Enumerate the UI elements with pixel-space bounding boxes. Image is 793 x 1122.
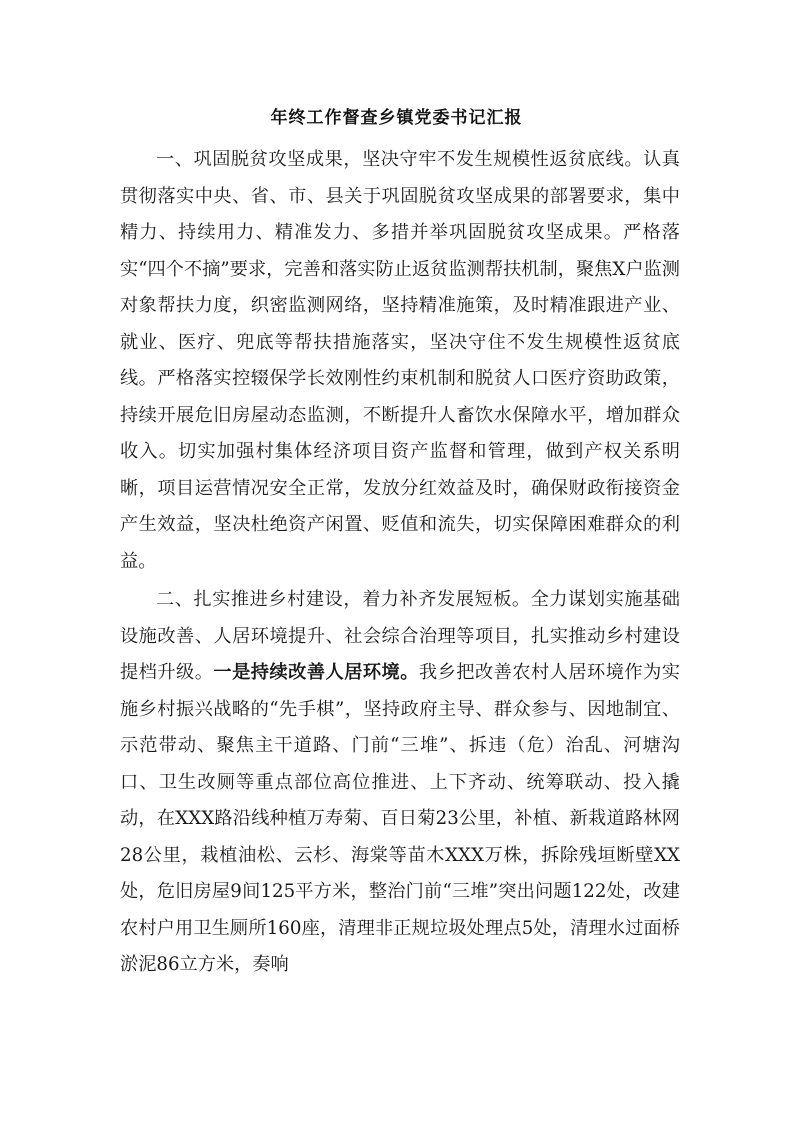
paragraph-2-text-before: 二、扎实推进乡村建设，着力补齐发展短板。全力谋划实施基础设施改善、人居环境提升、社会综合治理等项目，扎实推动乡村建设提档升级。 <box>120 589 680 683</box>
paragraph-2-text-after: 我乡把改善农村人居环境作为实施乡村振兴战略的“先手棋”，坚持政府主导、群众参与、因地制宜、示范带动、聚焦主干道路、门前“三堆”、拆违（危）治乱、河塘沟口、卫生改厕等重点部位高位推进、上下齐动、统筹联动、投入撬动，在XXX路沿线种植万寿菊、百日菊23公里，补植、新栽道路林网28公里，栽植油松、云杉、海棠等苗木XXX万株，拆除残垣断壁XX处，危旧房屋9间125平方米，整治门前“三堆”突出问题122处，改建农村户用卫生厕所160座，清理非正规垃圾处理点5处，清理水过面桥淤泥86立方米，奏响 <box>120 662 680 975</box>
paragraph-2 <box>120 582 680 984</box>
document-title: 年终工作督查乡镇党委书记汇报 <box>270 108 523 128</box>
paragraph-2-bold-lead: 一是持续改善人居环境。 <box>213 662 419 683</box>
document-body <box>120 142 680 984</box>
paragraph-1: 一、巩固脱贫攻坚成果，坚决守牢不发生规模性返贫底线。认真贯彻落实中央、省、市、县关于巩固脱贫攻坚成果的部署要求，集中精力、持续用力、精准发力、多措并举巩固脱贫攻坚成果。严格落实“四个不摘”要求，完善和落实防止返贫监测帮扶机制，聚焦X户监测对象帮扶力度，织密监测网络，坚持精准施策，及时精准跟进产业、就业、医疗、兜底等帮扶措施落实，坚决守住不发生规模性返贫底线。严格落实控辍保学长效刚性约束机制和脱贫人口医疗资助政策，持续开展危旧房屋动态监测，不断提升人畜饮水保障水平，增加群众收入。切实加强村集体经济项目资产监督和管理，做到产权关系明晰，项目运营情况安全正常，发放分红效益及时，确保财政衔接资金产生效益，坚决杜绝资产闲置、贬值和流失，切实保障困难群众的利益。 <box>120 149 680 572</box>
